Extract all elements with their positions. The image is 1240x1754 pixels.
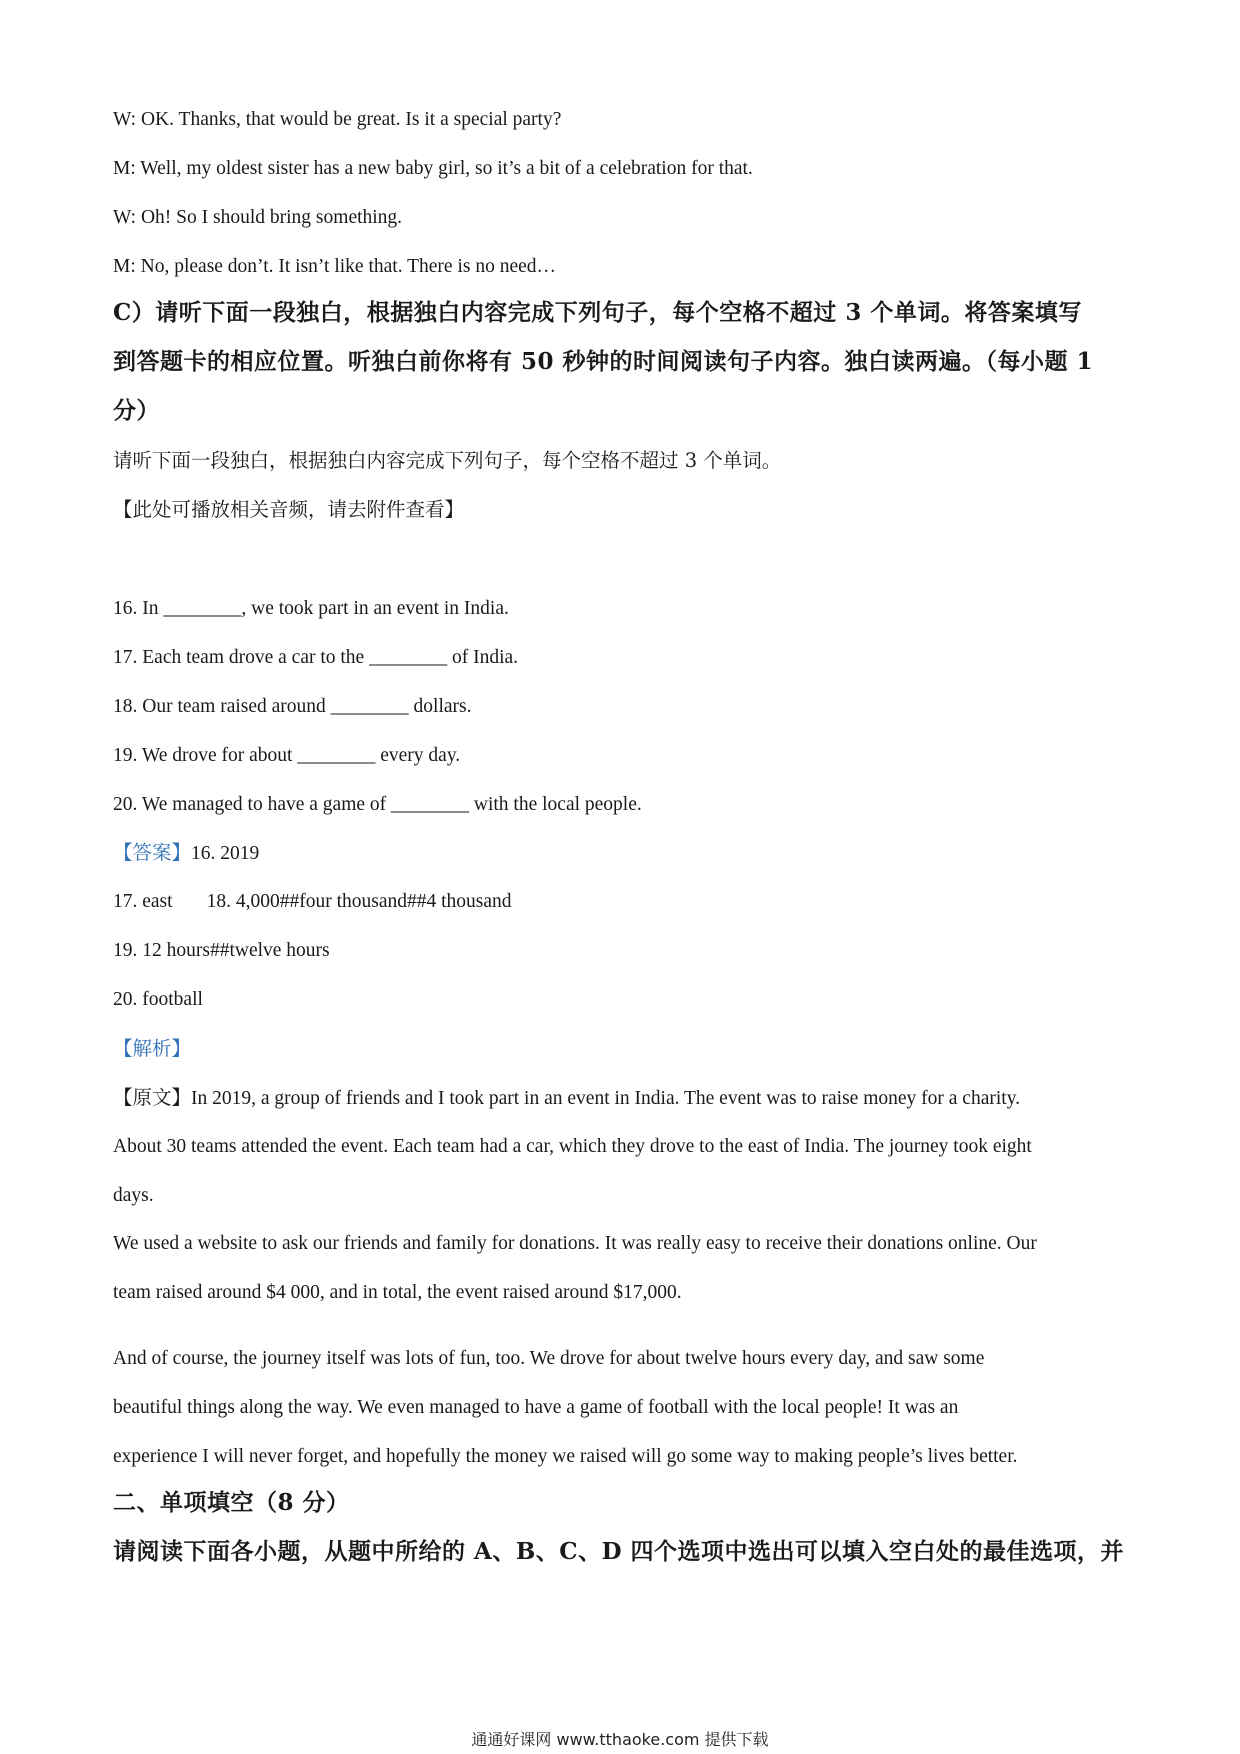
paragraph2-line-1: We used a website to ask our friends and family for donations. It was really easy to receive their donations online. Our [113,1233,1037,1254]
answer-line-1 [113,840,259,867]
dialogue-line-2: M: Well, my oldest sister has a new baby girl, so it’s a bit of a celebration for that. [113,158,753,179]
dialogue-line-4: M: No, please don’t. It isn’t like that. There is no need… [113,256,557,277]
section-c-instruction-line-3: 分） [113,397,160,424]
answer-20: 20. football [113,989,203,1010]
original-text-line-1 [113,1085,1020,1112]
answer-label: 【答案】 [113,841,192,864]
question-20: 20. We managed to have a game of ________ with the local people. [113,794,642,815]
question-17: 17. Each team drove a car to the ________ of India. [113,647,519,668]
section-two-instruction: 请阅读下面各小题，从题中所给的 A、B、C、D 四个选项中选出可以填入空白处的最佳选项，并 [113,1538,1125,1565]
answer-19: 19. 12 hours##twelve hours [113,940,330,961]
footer-credit: 通通好课网 www.tthaoke.com 提供下载 [471,1730,769,1749]
paragraph3-line-1: And of course, the journey itself was lots of fun, too. We drove for about twelve hours every day, and saw some [113,1348,985,1369]
audio-note: 【此处可播放相关音频，请去附件查看】 [113,498,465,521]
answer-16: 16. 2019 [191,843,260,864]
paragraph1-line-3: days. [113,1185,154,1206]
dialogue-line-3: W: Oh! So I should bring something. [113,207,403,228]
answer-17: 17. east [113,891,173,912]
paragraph2-line-2: team raised around $4 000, and in total, the event raised around $17,000. [113,1282,682,1303]
paragraph1-line-1: In 2019, a group of friends and I took part in an event in India. The event was to raise money for a charity. [191,1088,1021,1109]
section-c-instruction-line-2: 到答题卡的相应位置。听独白前你将有 50 秒钟的时间阅读句子内容。独白读两遍。（每小题 1 [113,348,1094,375]
answer-18: 18. 4,000##four thousand##4 thousand [206,891,512,912]
analysis-label: 【解析】 [113,1037,192,1060]
answer-line-2 [113,889,512,915]
paragraph1-line-2: About 30 teams attended the event. Each team had a car, which they drove to the east of India. The journey took eight [113,1136,1032,1157]
dialogue-line-1: W: OK. Thanks, that would be great. Is it a special party? [113,109,562,130]
section-two-heading: 二、单项填空（8 分） [113,1489,350,1516]
question-19: 19. We drove for about ________ every day. [113,745,461,766]
paragraph3-line-3: experience I will never forget, and hopefully the money we raised will go some way to making people’s lives better. [113,1446,1018,1467]
original-label: 【原文】 [113,1086,192,1109]
paragraph3-line-2: beautiful things along the way. We even managed to have a game of football with the local people! It was an [113,1397,959,1418]
question-18: 18. Our team raised around ________ dollars. [113,696,472,717]
question-16: 16. In ________, we took part in an event in India. [113,598,509,619]
section-c-instruction-line-1: C）请听下面一段独白，根据独白内容完成下列句子，每个空格不超过 3 个单词。将答案填写 [113,299,1082,326]
section-c-sub-instruction: 请听下面一段独白，根据独白内容完成下列句子，每个空格不超过 3 个单词。 [113,449,782,472]
